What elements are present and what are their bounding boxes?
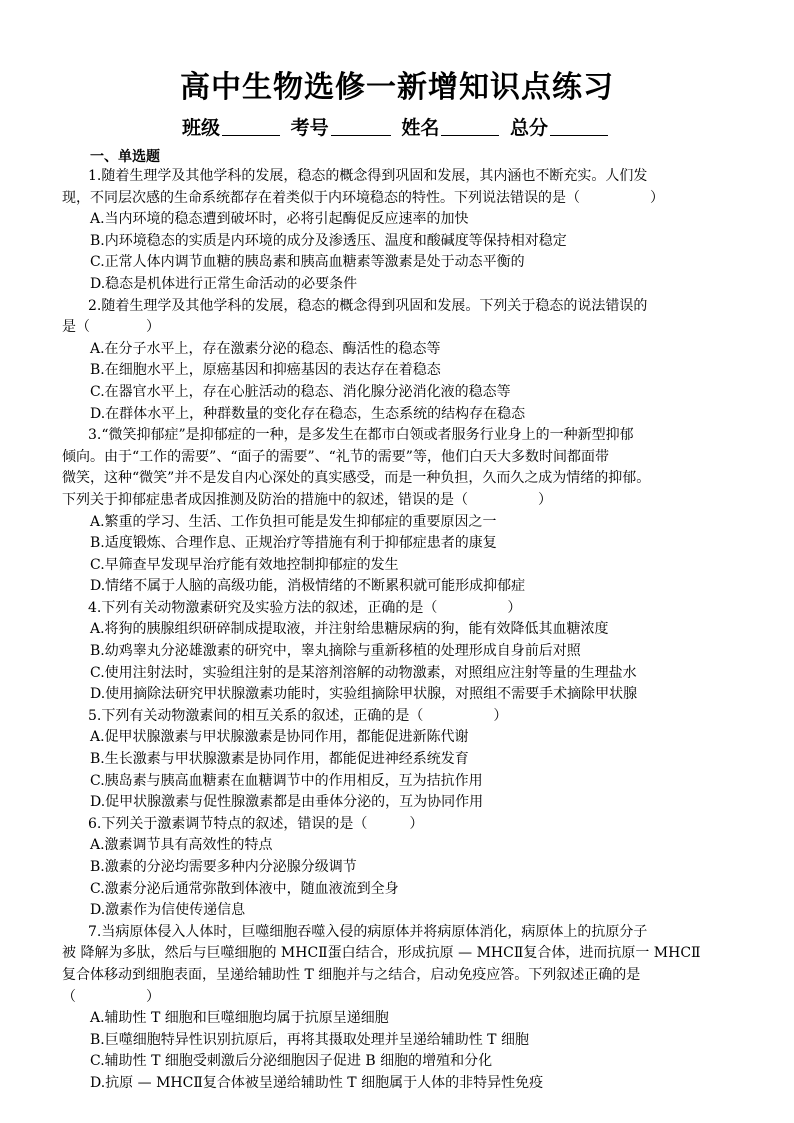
answer-option: D.稳态是机体进行正常生命活动的必要条件 [90, 275, 358, 292]
answer-option: B.幼鸡睾丸分泌雄激素的研究中，睾丸摘除与重新移植的处理形成自身前后对照 [90, 643, 581, 660]
score-label: 总分 [509, 117, 548, 139]
question-continuation-line: 倾向。由于“工作的需要”、“面子的需要”、“礼节的需要”等，他们白天大多数时间都面带 [62, 448, 609, 465]
answer-option: C.在器官水平上，存在心脏活动的稳态、消化腺分泌消化液的稳态等 [90, 383, 511, 400]
answer-option: C.激素分泌后通常弥散到体液中，随血液流到全身 [90, 880, 399, 897]
question-stem-line: 6.下列关于激素调节特点的叙述，错误的是（ ） [88, 815, 424, 832]
question-continuation-line: 复合体移动到细胞表面，呈递给辅助性 T 细胞并与之结合，启动免疫应答。下列叙述正确的是 [62, 966, 641, 983]
student-info-line [0, 113, 794, 140]
answer-option: A.繁重的学习、生活、工作负担可能是发生抑郁症的重要原因之一 [90, 513, 497, 530]
answer-option: B.巨噬细胞特异性识别抗原后，再将其摄取处理并呈递给辅助性 T 细胞 [90, 1031, 529, 1048]
question-continuation-line: 被 降解为多肽，然后与巨噬细胞的 MHCⅡ蛋白结合，形成抗原 — MHCⅡ复合体，进而抗原一 MHCⅡ [62, 945, 701, 962]
answer-option: A.促甲状腺激素与甲状腺激素是协同作用，都能促进新陈代谢 [90, 729, 469, 746]
answer-option: A.在分子水平上，存在激素分泌的稳态、酶活性的稳态等 [90, 340, 441, 357]
answer-option: C.正常人体内调节血糖的胰岛素和胰高血糖素等激素是处于动态平衡的 [90, 254, 525, 271]
answer-option: A.当内环境的稳态遭到破坏时，必将引起酶促反应速率的加快 [90, 211, 469, 228]
question-list [62, 166, 734, 1095]
question-continuation-line: 微笑，这种“微笑”并不是发自内心深处的真实感受，而是一种负担，久而久之成为情绪的抑郁。 [62, 470, 651, 487]
number-blank [331, 117, 391, 136]
number-label: 考号 [290, 117, 329, 139]
answer-option: C.辅助性 T 细胞受刺激后分泌细胞因子促进 B 细胞的增殖和分化 [90, 1053, 493, 1070]
question-stem-line: 7.当病原体侵入人体时，巨噬细胞吞噬入侵的病原体并将病原体消化，病原体上的抗原分子 [88, 923, 648, 940]
class-label: 班级 [182, 117, 221, 139]
answer-option: A.辅助性 T 细胞和巨噬细胞均属于抗原呈递细胞 [90, 1010, 389, 1027]
answer-option: B.内环境稳态的实质是内环境的成分及渗透压、温度和酸碱度等保持相对稳定 [90, 232, 567, 249]
question-stem-line: 1.随着生理学及其他学科的发展，稳态的概念得到巩固和发展，其内涵也不断充实。人们发 [88, 168, 648, 184]
page-title: 高中生物选修一新增知识点练习 [180, 70, 614, 105]
question-stem-line: 3.“微笑抑郁症”是抑郁症的一种，是多发生在都市白领或者服务行业身上的一种新型抑郁 [88, 427, 634, 444]
answer-option: B.生长激素与甲状腺激素是协同作用，都能促进神经系统发育 [90, 751, 469, 768]
section-heading: 一、单选题 [90, 149, 160, 165]
question-stem-line: 5.下列有关动物激素间的相互关系的叙述，正确的是（ ） [88, 707, 508, 724]
answer-option: A.将狗的胰腺组织研碎制成提取液，并注射给患糖尿病的狗，能有效降低其血糖浓度 [90, 621, 609, 638]
answer-option: D.在群体水平上，种群数量的变化存在稳态，生态系统的结构存在稳态 [90, 405, 526, 422]
answer-option: B.适度锻炼、合理作息、正规治疗等措施有利于抑郁症患者的康复 [90, 535, 497, 552]
name-blank [441, 117, 499, 136]
answer-option: B.激素的分泌均需要多种内分泌腺分级调节 [90, 859, 357, 875]
answer-option: C.早筛查早发现早治疗能有效地控制抑郁症的发生 [90, 556, 399, 573]
question-stem-line: 2.随着生理学及其他学科的发展，稳态的概念得到巩固和发展。下列关于稳态的说法错误的 [88, 297, 648, 314]
question-continuation-line: 是（ ） [62, 319, 160, 336]
name-label: 姓名 [401, 117, 440, 139]
score-blank [550, 117, 608, 136]
answer-option: D.抗原 — MHCⅡ复合体被呈递给辅助性 T 细胞属于人体的非特异性免疫 [90, 1074, 544, 1091]
answer-option: D.使用摘除法研究甲状腺激素功能时，实验组摘除甲状腺，对照组不需要手术摘除甲状腺 [90, 686, 638, 703]
answer-option: C.使用注射法时，实验组注射的是某溶剂溶解的动物激素，对照组应注射等量的生理盐水 [90, 664, 637, 681]
question-continuation-line: 现，不同层次感的生命系统都存在着类似于内环境稳态的特性。下列说法错误的是（ ） [62, 189, 664, 206]
answer-option: D.激素作为信使传递信息 [90, 902, 246, 919]
answer-option: A.激素调节具有高效性的特点 [90, 837, 273, 854]
question-stem-line: 4.下列有关动物激素研究及实验方法的叙述，正确的是（ ） [88, 599, 522, 616]
answer-option: D.促甲状腺激素与促性腺激素都是由垂体分泌的，互为协同作用 [90, 794, 484, 811]
answer-option: D.情绪不属于人脑的高级功能，消极情绪的不断累积就可能形成抑郁症 [90, 578, 526, 595]
answer-option: C.胰岛素与胰高血糖素在血糖调节中的作用相反，互为拮抗作用 [90, 772, 483, 789]
class-blank [222, 117, 280, 136]
question-continuation-line: 下列关于抑郁症患者成因推测及防治的措施中的叙述，错误的是（ ） [62, 491, 552, 508]
question-continuation-line: （ ） [62, 988, 160, 1005]
answer-option: B.在细胞水平上，原癌基因和抑癌基因的表达存在着稳态 [90, 362, 441, 379]
